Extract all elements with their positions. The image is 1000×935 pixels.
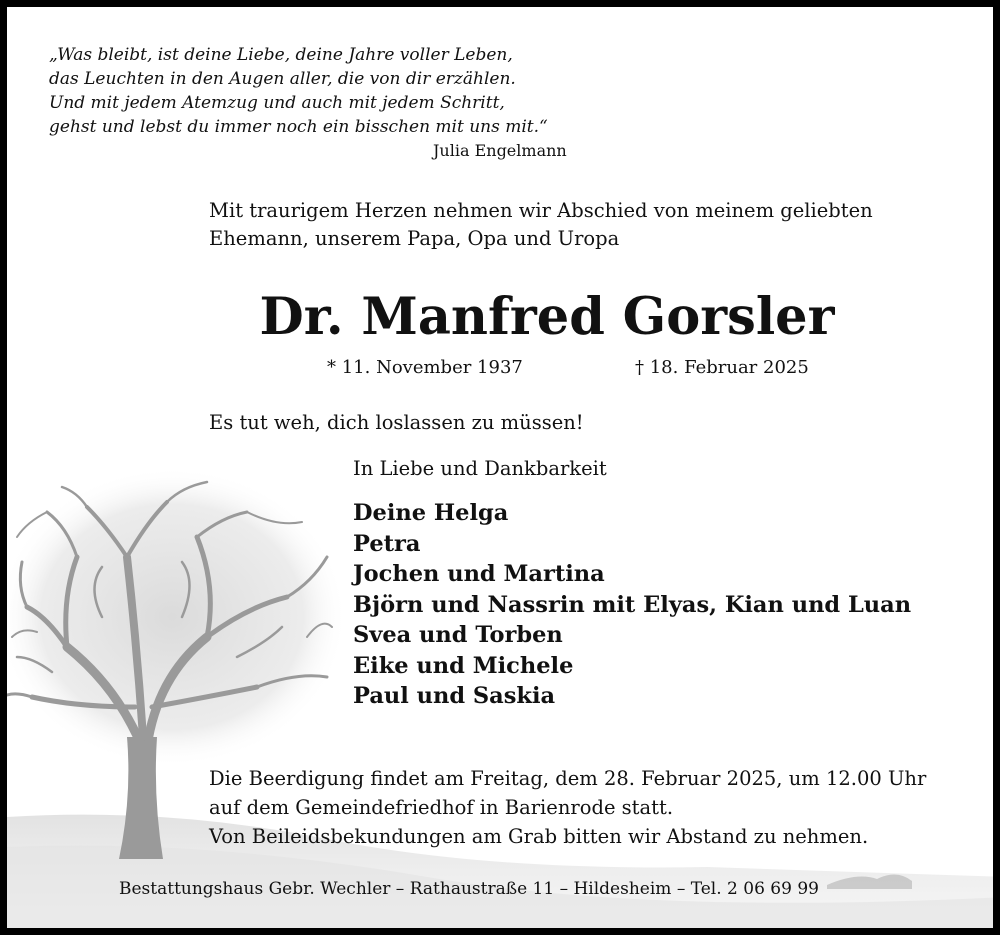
quote [49, 43, 609, 139]
family-member: Deine Helga [353, 500, 509, 526]
funeral-details [209, 764, 926, 822]
funeral-line: Die Beerdigung findet am Freitag, dem 28. Februar 2025, um 12.00 Uhr [209, 767, 927, 790]
quote-line: „Was bleibt, ist deine Liebe, deine Jahre voller Leben, [49, 45, 513, 65]
intro-line: Ehemann, unserem Papa, Opa und Uropa [209, 227, 620, 250]
family-member: Svea und Torben [353, 622, 563, 648]
message-text: Es tut weh, dich loslassen zu müssen! [209, 411, 584, 434]
quote-line: das Leuchten in den Augen aller, die von dir erzählen. [49, 69, 516, 89]
quote-author: Julia Engelmann [433, 141, 567, 160]
birth-date: * 11. November 1937 [327, 357, 523, 378]
closing-text: In Liebe und Dankbarkeit [353, 457, 607, 480]
family-member: Eike und Michele [353, 652, 574, 679]
family-member: Paul und Saskia [353, 683, 556, 709]
funeral-line: auf dem Gemeindefriedhof in Barienrode statt. [209, 796, 674, 819]
funeral-home-footer: Bestattungshaus Gebr. Wechler – Rathaustraße 11 – Hildesheim – Tel. 2 06 69 99 [119, 879, 819, 899]
quote-line: gehst und lebst du immer noch ein bisschen mit uns mit.“ [49, 117, 548, 137]
family-member: Jochen und Martina [353, 561, 605, 587]
intro-line: Mit traurigem Herzen nehmen wir Abschied von meinem geliebten [209, 199, 873, 222]
intro-text [209, 197, 969, 253]
condolence-request: Von Beileidsbekundungen am Grab bitten wir Abstand zu nehmen. [209, 825, 869, 848]
family-list [353, 498, 911, 712]
death-date: † 18. Februar 2025 [635, 357, 809, 378]
quote-line: Und mit jedem Atemzug und auch mit jedem Schritt, [49, 93, 505, 113]
deceased-name: Dr. Manfred Gorsler [259, 287, 835, 347]
family-member: Björn und Nassrin mit Elyas, Kian und Luan [353, 591, 912, 618]
family-member: Petra [353, 530, 421, 557]
